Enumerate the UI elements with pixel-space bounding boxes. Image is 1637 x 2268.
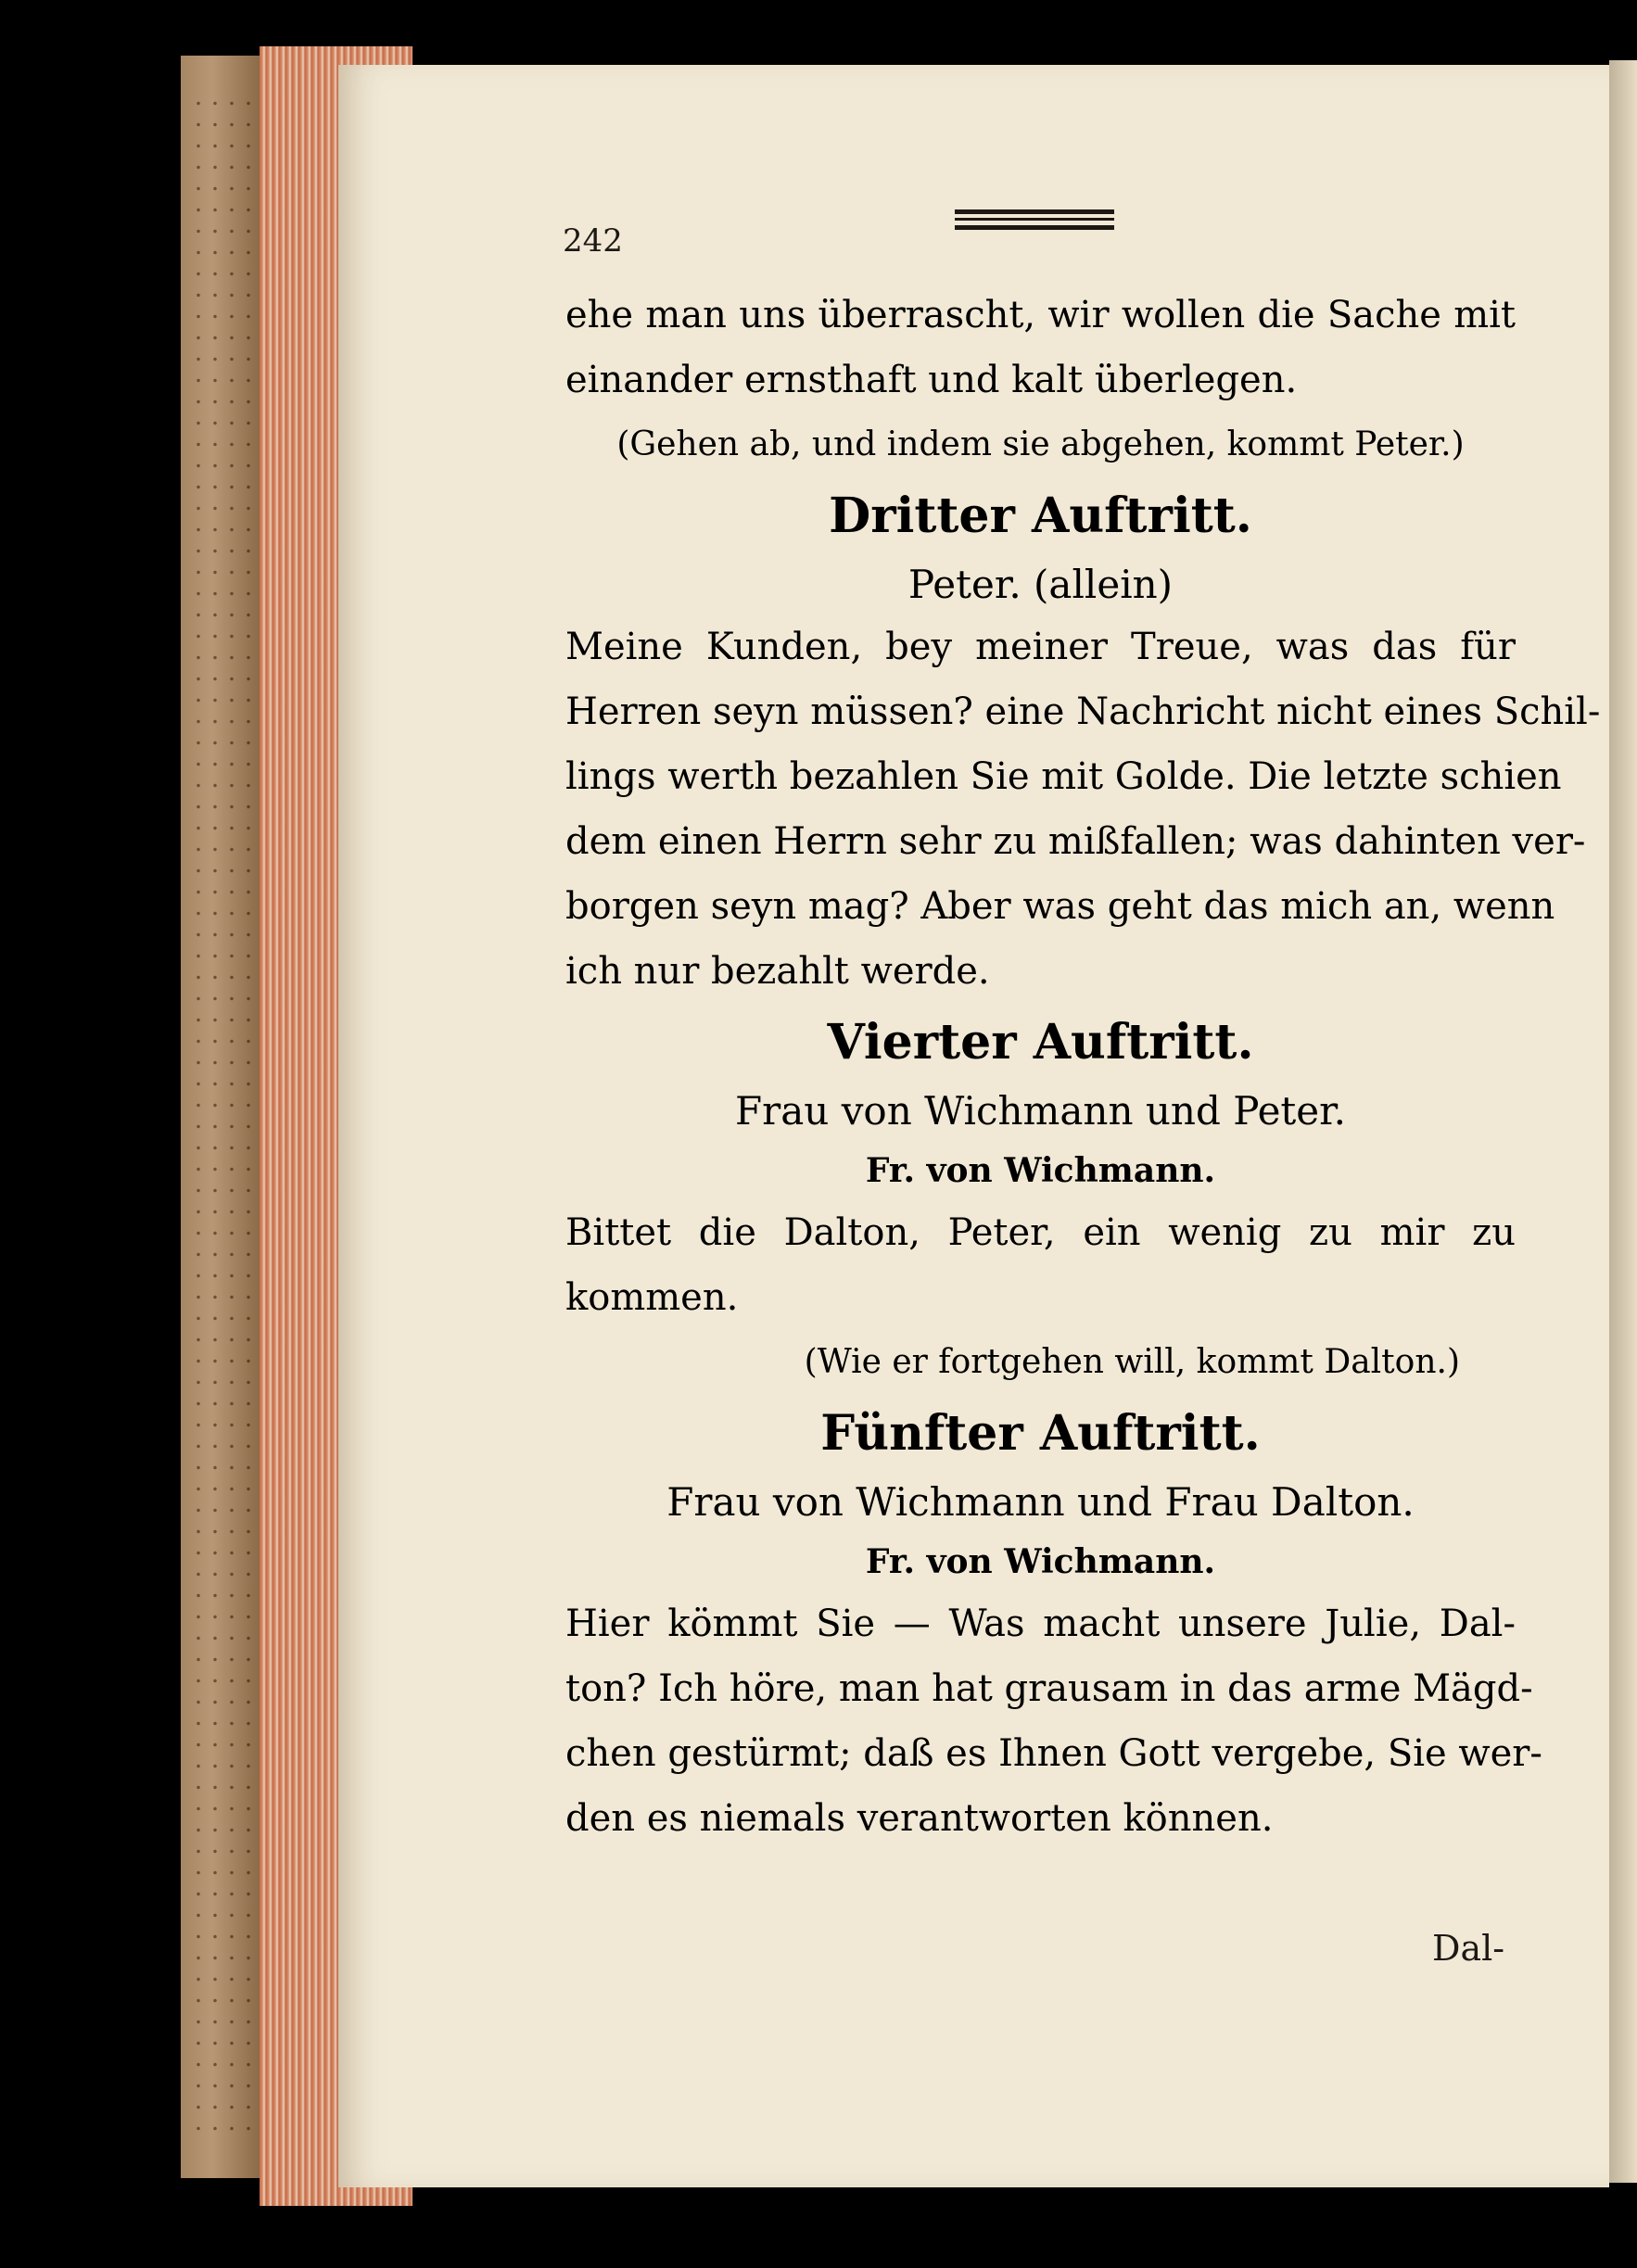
book-spine bbox=[181, 56, 260, 2178]
spine-texture bbox=[190, 93, 250, 2132]
scene-title: Dritter Auftritt. bbox=[829, 488, 1252, 544]
text-line: chen gestürmt; daß es Ihnen Gott vergebe, Sie wer- bbox=[565, 1732, 1542, 1775]
scene-title: Fünfter Auftritt. bbox=[820, 1405, 1261, 1462]
text-line: borgen seyn mag? Aber was geht das mich an, wenn bbox=[565, 885, 1555, 928]
catchword: Dal- bbox=[1432, 1928, 1505, 1969]
stage-direction: (Wie er fortgehen will, kommt Dalton.) bbox=[804, 1343, 1460, 1381]
stage-direction: (Gehen ab, und indem sie abgehen, kommt Peter.) bbox=[616, 425, 1465, 463]
text-line: Herren seyn müssen? eine Nachricht nicht eines Schil- bbox=[565, 691, 1601, 733]
speaker-name: Fr. von Wichmann. bbox=[865, 1542, 1216, 1581]
text-line: ehe man uns überrascht, wir wollen die Sache mit bbox=[565, 294, 1516, 336]
text-line: Bittet die Dalton, Peter, ein wenig zu mir zu bbox=[565, 1211, 1516, 1254]
text-line: einander ernsthaft und kalt überlegen. bbox=[565, 359, 1298, 401]
page-text bbox=[565, 283, 1601, 1851]
page-number: 242 bbox=[563, 222, 623, 260]
scene-characters: Peter. (allein) bbox=[907, 562, 1174, 607]
speaker-name: Fr. von Wichmann. bbox=[865, 1151, 1216, 1190]
text-line: Meine Kunden, bey meiner Treue, was das für bbox=[565, 626, 1516, 668]
scene-characters: Frau von Wichmann und Peter. bbox=[735, 1088, 1346, 1134]
header-ornament-rule bbox=[955, 209, 1114, 230]
scene-title: Vierter Auftritt. bbox=[827, 1014, 1254, 1071]
facing-page-edge bbox=[1609, 60, 1637, 2183]
scene-characters: Frau von Wichmann und Frau Dalton. bbox=[666, 1479, 1415, 1525]
text-line: ich nur bezahlt werde. bbox=[565, 950, 990, 993]
text-line: kommen. bbox=[565, 1276, 739, 1319]
text-line: lings werth bezahlen Sie mit Golde. Die letzte schien bbox=[565, 755, 1562, 798]
text-line: ton? Ich höre, man hat grausam in das arme Mägd- bbox=[565, 1667, 1533, 1710]
text-line: den es niemals verantworten können. bbox=[565, 1797, 1274, 1840]
text-line: dem einen Herrn sehr zu mißfallen; was dahinten ver- bbox=[565, 820, 1586, 863]
text-line: Hier kömmt Sie — Was macht unsere Julie, Dal- bbox=[565, 1603, 1516, 1645]
